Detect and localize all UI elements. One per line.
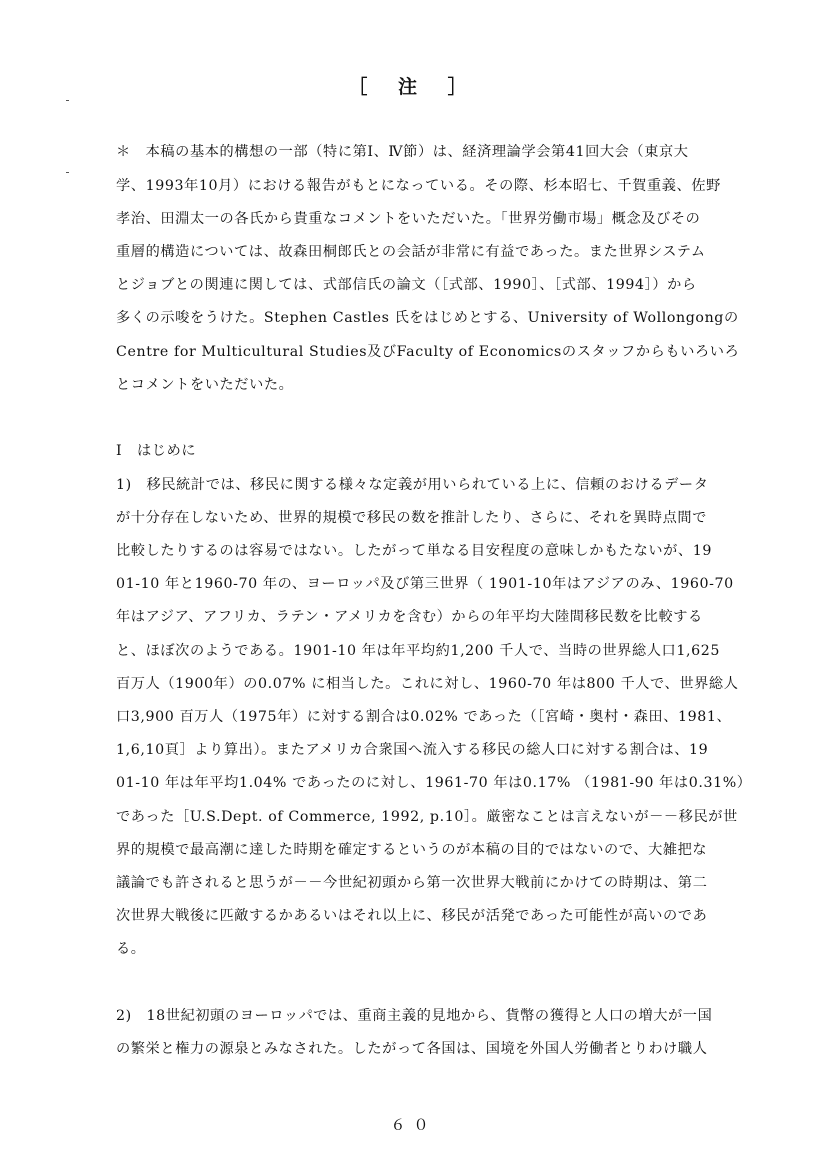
note2-line: の繁栄と権力の源泉とみなされた。したがって各国は、国境を外国人労働者とりわけ職人 bbox=[116, 1041, 708, 1057]
note1-line: 1) 移民統計では、移民に関する様々な定義が用いられている上に、信頼のおけるデータ bbox=[116, 477, 709, 493]
note1-line: る。 bbox=[116, 941, 146, 957]
page-number: ６０ bbox=[390, 1116, 437, 1134]
note1-line: 界的規模で最高潮に達した時期を確定するというのが本稿の目的ではないので、大雑把な bbox=[116, 842, 708, 858]
note2-line: 2) 18世紀初頭のヨーロッパでは、重商主義的見地から、貨幣の獲得と人口の増大が一国 bbox=[116, 1008, 713, 1024]
note1-line: 比較したりするのは容易ではない。したがって単なる目安程度の意味しかもたないが、19 bbox=[116, 543, 712, 559]
note1-line: 1,6,10頁］より算出）。またアメリカ合衆国へ流入する移民の総人口に対する割合は、19 bbox=[116, 742, 709, 758]
scan-mark bbox=[66, 100, 69, 101]
note1-line: 次世界大戦後に匹敵するかあるいはそれ以上に、移民が活発であった可能性が高いのであ bbox=[116, 908, 708, 924]
note1-line: が十分存在しないため、世界的規模で移民の数を推計したり、さらに、それを異時点間で bbox=[116, 510, 707, 526]
note1-line: と、ほぼ次のようである。1901-10 年は年平均約1,200 千人で、当時の世界総人口1,625 bbox=[116, 643, 720, 659]
note1-line: 口3,900 百万人（1975年）に対する割合は0.02% であった（［宮崎・奥村・森田、1981、 bbox=[116, 709, 732, 725]
note1-line: 議論でも許されると思うが－－今世紀初頭から第一次世界大戦前にかけての時期は、第二 bbox=[116, 875, 708, 891]
note1-line: 百万人（1900年）の0.07% に相当した。これに対し、1960-70 年は800 千人で、世界総人 bbox=[116, 676, 739, 692]
note1-line: 年はアジア、アフリカ、ラテン・アメリカを含む）からの年平均大陸間移民数を比較する bbox=[116, 609, 703, 625]
note-line: ＊ 本稿の基本的構想の一部（特に第Ⅰ、Ⅳ節）は、経済理論学会第41回大会（東京大 bbox=[116, 144, 689, 160]
notes-title: ［ 注 ］ bbox=[348, 76, 479, 98]
note-line: 孝治、田淵太一の各氏から貴重なコメントをいただいた。「世界労働市場」概念及びその bbox=[116, 211, 701, 227]
note-line: 多くの示唆をうけた。Stephen Castles 氏をはじめとする、University of Wollongongの bbox=[116, 310, 739, 326]
note1-line: であった［U.S.Dept. of Commerce, 1992, p.10］。厳密なことは言えないが－－移民が世 bbox=[116, 809, 738, 825]
note-line: とコメントをいただいた。 bbox=[116, 377, 294, 393]
note-line: Centre for Multicultural Studies及びFaculty of Economicsのスタッフからもいろいろ bbox=[116, 344, 740, 360]
section-heading: Ⅰ はじめに bbox=[116, 443, 197, 459]
note-line: 重層的構造については、故森田桐郎氏との会話が非常に有益であった。また世界システム bbox=[116, 244, 706, 260]
scan-mark bbox=[66, 172, 69, 173]
note1-line: 01-10 年と1960-70 年の、ヨーロッパ及び第三世界（ 1901-10年はアジアのみ、1960-70 bbox=[116, 576, 734, 592]
note-line: 学、1993年10月）における報告がもとになっている。その際、杉本昭七、千賀重義、佐野 bbox=[116, 178, 721, 194]
note1-line: 01-10 年は年平均1.04% であったのに対し、1961-70 年は0.17% （1981-90 年は0.31%） bbox=[116, 775, 752, 791]
note-line: とジョブとの関連に関しては、式部信氏の論文（［式部、1990］、［式部、1994］）から bbox=[116, 277, 697, 293]
